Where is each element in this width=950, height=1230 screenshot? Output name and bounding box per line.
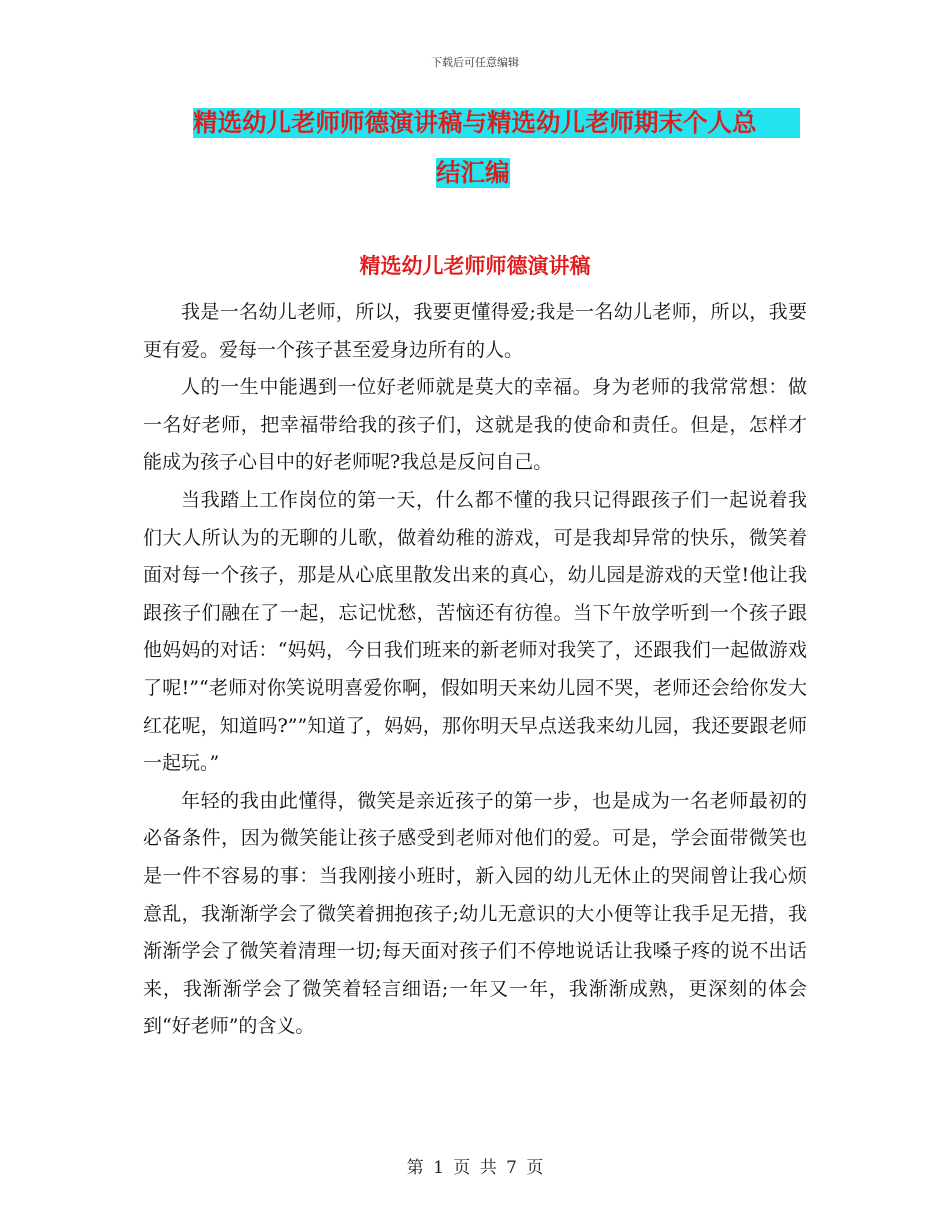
paragraph: 年轻的我由此懂得，微笑是亲近孩子的第一步，也是成为一名老师最初的必备条件，因为微笑能让孩子感受到老师对他们的爱。可是，学会面带微笑也是一件不容易的事：当我刚接小班时，新入园的幼儿无休止的哭闹曾让我心烦意乱，我渐渐学会了微笑着拥抱孩子;幼儿无意识的大小便等让我手足无措，我渐渐学会了微笑着清理一切;每天面对孩子们不停地说话让我嗓子疼的说不出话来，我渐渐学会了微笑着轻言细语;一年又一年，我渐渐成熟，更深刻的体会到“好老师”的含义。 — [143, 789, 807, 1038]
header-note: 下载后可任意编辑 — [431, 56, 519, 69]
title-line-2: 结汇编 — [436, 158, 510, 187]
section-title: 精选幼儿老师师德演讲稿 — [359, 254, 591, 278]
page-footer: 第 1 页 共 7 页 — [406, 1158, 544, 1178]
paragraph: 我是一名幼儿老师，所以，我要更懂得爱;我是一名幼儿老师，所以，我要更有爱。爱每一个孩子甚至爱身边所有的人。 — [143, 301, 807, 361]
paragraph: 人的一生中能遇到一位好老师就是莫大的幸福。身为老师的我常常想：做一名好老师，把幸福带给我的孩子们，这就是我的使命和责任。但是，怎样才能成为孩子心目中的好老师呢?我总是反问自己。 — [143, 376, 807, 474]
title-line-1: 精选幼儿老师师德演讲稿与精选幼儿老师期末个人总 — [193, 108, 800, 138]
paragraph: 当我踏上工作岗位的第一天，什么都不懂的我只记得跟孩子们一起说着我们大人所认为的无聊的儿歌，做着幼稚的游戏，可是我却异常的快乐，微笑着面对每一个孩子，那是从心底里散发出来的真心，幼儿园是游戏的天堂!他让我跟孩子们融在了一起，忘记忧愁，苦恼还有彷徨。当下午放学听到一个孩子跟他妈妈的对话：“妈妈，今日我们班来的新老师对我笑了，还跟我们一起做游戏了呢!”“老师对你笑说明喜爱你啊，假如明天来幼儿园不哭，老师还会给你发大红花呢，知道吗?””知道了，妈妈，那你明天早点送我来幼儿园，我还要跟老师一起玩。” — [143, 488, 807, 775]
body-text — [143, 294, 807, 1046]
